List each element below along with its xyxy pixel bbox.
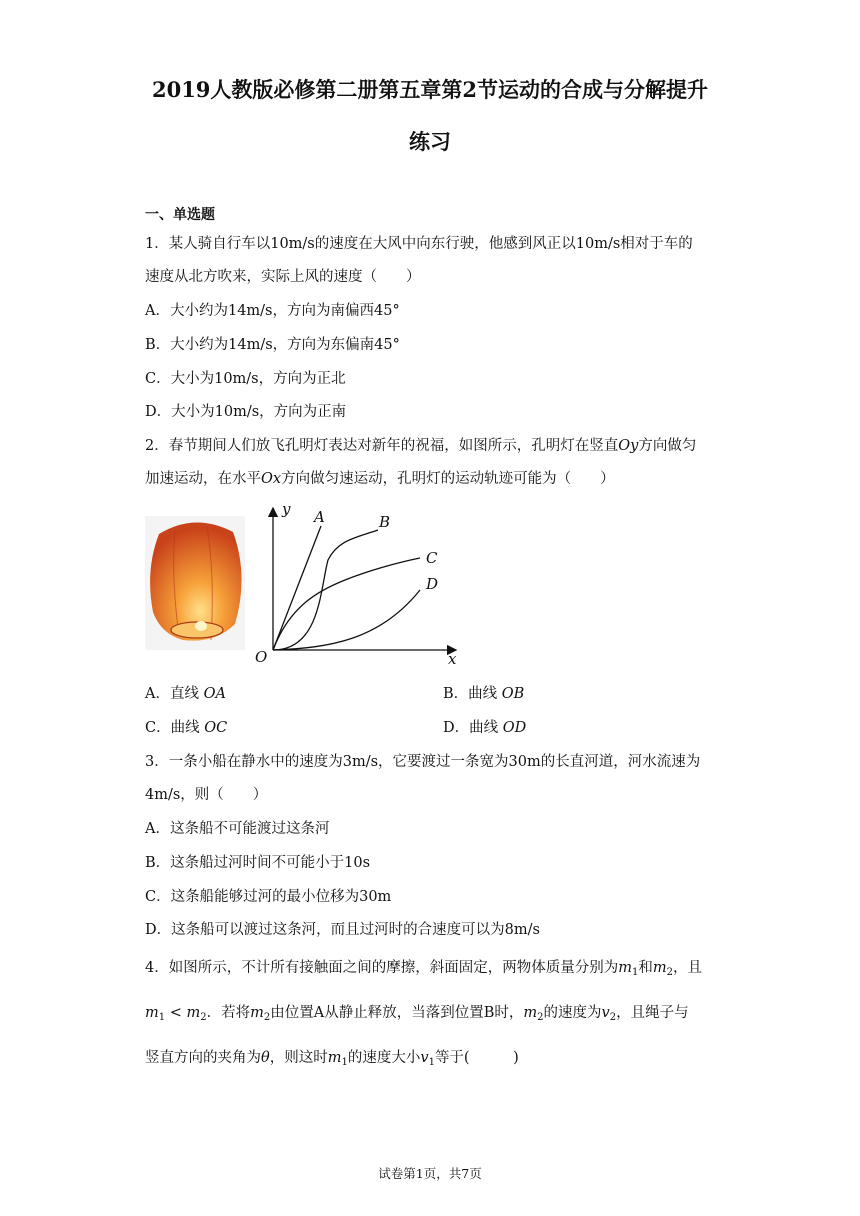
m-symbol: m bbox=[327, 1050, 342, 1066]
curve-label-a: A bbox=[314, 508, 325, 526]
trajectory-graph bbox=[250, 500, 465, 670]
page-footer: 试卷第1页，共7页 bbox=[378, 1166, 482, 1181]
curve-oc bbox=[273, 558, 420, 650]
curve-label-c: C bbox=[426, 549, 438, 567]
q2-text: 2．春节期间人们放飞孔明灯表达对新年的祝福，如图所示，孔明灯在竖直 bbox=[145, 438, 619, 454]
q2-option-b-var: OB bbox=[501, 686, 525, 702]
q4-text: 竖直方向的夹角为 bbox=[145, 1050, 261, 1066]
q3-option-a: A．这条船不可能渡过这条河 bbox=[145, 821, 330, 837]
curve-ob bbox=[273, 530, 378, 650]
less-than-sign: < bbox=[165, 1005, 187, 1021]
q2-stem-line-2 bbox=[145, 467, 615, 488]
q4-text: 等于( ) bbox=[434, 1050, 519, 1066]
title-line-1: 2019人教版必修第二册第五章第2节运动的合成与分解提升 bbox=[151, 77, 709, 102]
q2-option-d bbox=[443, 716, 526, 737]
m-symbol: m bbox=[250, 1005, 264, 1021]
q2-text: 方向做匀 bbox=[638, 438, 697, 454]
q2-option-d-text: D．曲线 bbox=[443, 720, 499, 736]
subscript: 2 bbox=[609, 1012, 617, 1023]
origin-label: O bbox=[255, 648, 268, 666]
q2-option-a-var: OA bbox=[203, 686, 226, 702]
subscript: 1 bbox=[158, 1012, 166, 1023]
q4-text: ．若将 bbox=[206, 1005, 251, 1021]
q4-text: 4．如图所示，不计所有接触面之间的摩擦，斜面固定，两物体质量分别为 bbox=[145, 960, 619, 976]
subscript: 2 bbox=[263, 1012, 271, 1023]
q2-option-a bbox=[145, 682, 226, 703]
q2-option-b-text: B．曲线 bbox=[443, 686, 498, 702]
q2-text: 加速运动，在水平 bbox=[145, 471, 261, 487]
document-title bbox=[100, 64, 760, 168]
m-symbol: m bbox=[618, 960, 632, 976]
q3-stem-line-2: 4m/s，则（ ） bbox=[145, 787, 268, 803]
section-heading: 一、单选题 bbox=[145, 207, 215, 223]
q1-option-d: D．大小为10m/s，方向为正南 bbox=[145, 404, 347, 420]
q2-option-b bbox=[443, 682, 524, 703]
subscript: 2 bbox=[537, 1012, 544, 1023]
m-symbol: m bbox=[186, 1005, 201, 1021]
q2-text: 方向做匀速运动，孔明灯的运动轨迹可能为（ ） bbox=[281, 471, 615, 487]
subscript: 2 bbox=[200, 1012, 207, 1023]
q2-var-ox: Ox bbox=[261, 471, 282, 487]
v-symbol: v bbox=[420, 1050, 429, 1066]
q1-option-c: C．大小为10m/s，方向为正北 bbox=[145, 371, 346, 387]
q2-option-c-var: OC bbox=[204, 720, 228, 736]
subscript: 1 bbox=[631, 967, 639, 978]
theta-symbol: θ bbox=[261, 1050, 270, 1066]
q1-stem-line-2: 速度从北方吹来，实际上风的速度（ ） bbox=[145, 269, 421, 285]
q4-stem-line-3 bbox=[145, 1046, 519, 1068]
x-axis-label: x bbox=[448, 650, 457, 668]
q4-text: 和 bbox=[638, 960, 653, 976]
q2-option-c bbox=[145, 716, 227, 737]
q4-text: ，且绳子与 bbox=[616, 1005, 689, 1021]
lantern-flame bbox=[195, 621, 207, 631]
q4-stem-line-1 bbox=[145, 956, 702, 978]
m-symbol: m bbox=[523, 1005, 538, 1021]
q2-option-c-text: C．曲线 bbox=[145, 720, 200, 736]
q1-option-b: B．大小约为14m/s，方向为东偏南45° bbox=[145, 337, 400, 353]
curve-oa bbox=[273, 526, 321, 650]
subscript: 2 bbox=[666, 967, 673, 978]
sky-lantern-image bbox=[145, 516, 245, 650]
subscript: 1 bbox=[428, 1057, 435, 1068]
y-axis-label: y bbox=[282, 500, 291, 518]
q4-text: 由位置A从静止释放，当落到位置B时， bbox=[270, 1005, 524, 1021]
m-symbol: m bbox=[652, 960, 667, 976]
q4-text: ，则这时 bbox=[269, 1050, 328, 1066]
q3-option-c: C．这条船能够过河的最小位移为30m bbox=[145, 889, 392, 905]
q2-option-d-var: OD bbox=[502, 720, 527, 736]
curve-label-d: D bbox=[426, 575, 439, 593]
m-symbol: m bbox=[145, 1005, 159, 1021]
curve-od bbox=[273, 590, 420, 650]
q1-option-a: A．大小约为14m/s，方向为南偏西45° bbox=[145, 303, 400, 319]
title-line-2: 练习 bbox=[409, 129, 451, 154]
q3-option-d: D．这条船可以渡过这条河，而且过河时的合速度可以为8m/s bbox=[145, 922, 540, 938]
q2-var-oy: Oy bbox=[618, 438, 639, 454]
q1-stem-line-1: 1．某人骑自行车以10m/s的速度在大风中向东行驶，他感到风正以10m/s相对于车的 bbox=[145, 236, 693, 252]
q3-option-b: B．这条船过河时间不可能小于10s bbox=[145, 855, 371, 871]
q4-text: ，且 bbox=[672, 960, 702, 976]
q4-stem-line-2 bbox=[145, 1001, 689, 1023]
q3-stem-line-1: 3．一条小船在静水中的速度为3m/s，它要渡过一条宽为30m的长直河道，河水流速为 bbox=[145, 754, 701, 770]
q4-text: 的速度大小 bbox=[347, 1050, 421, 1066]
v-symbol: v bbox=[601, 1005, 610, 1021]
q2-option-a-text: A．直线 bbox=[145, 686, 199, 702]
curve-label-b: B bbox=[379, 513, 391, 531]
q2-stem-line-1 bbox=[145, 434, 696, 455]
q4-text: 的速度为 bbox=[543, 1005, 602, 1021]
subscript: 1 bbox=[341, 1057, 348, 1068]
